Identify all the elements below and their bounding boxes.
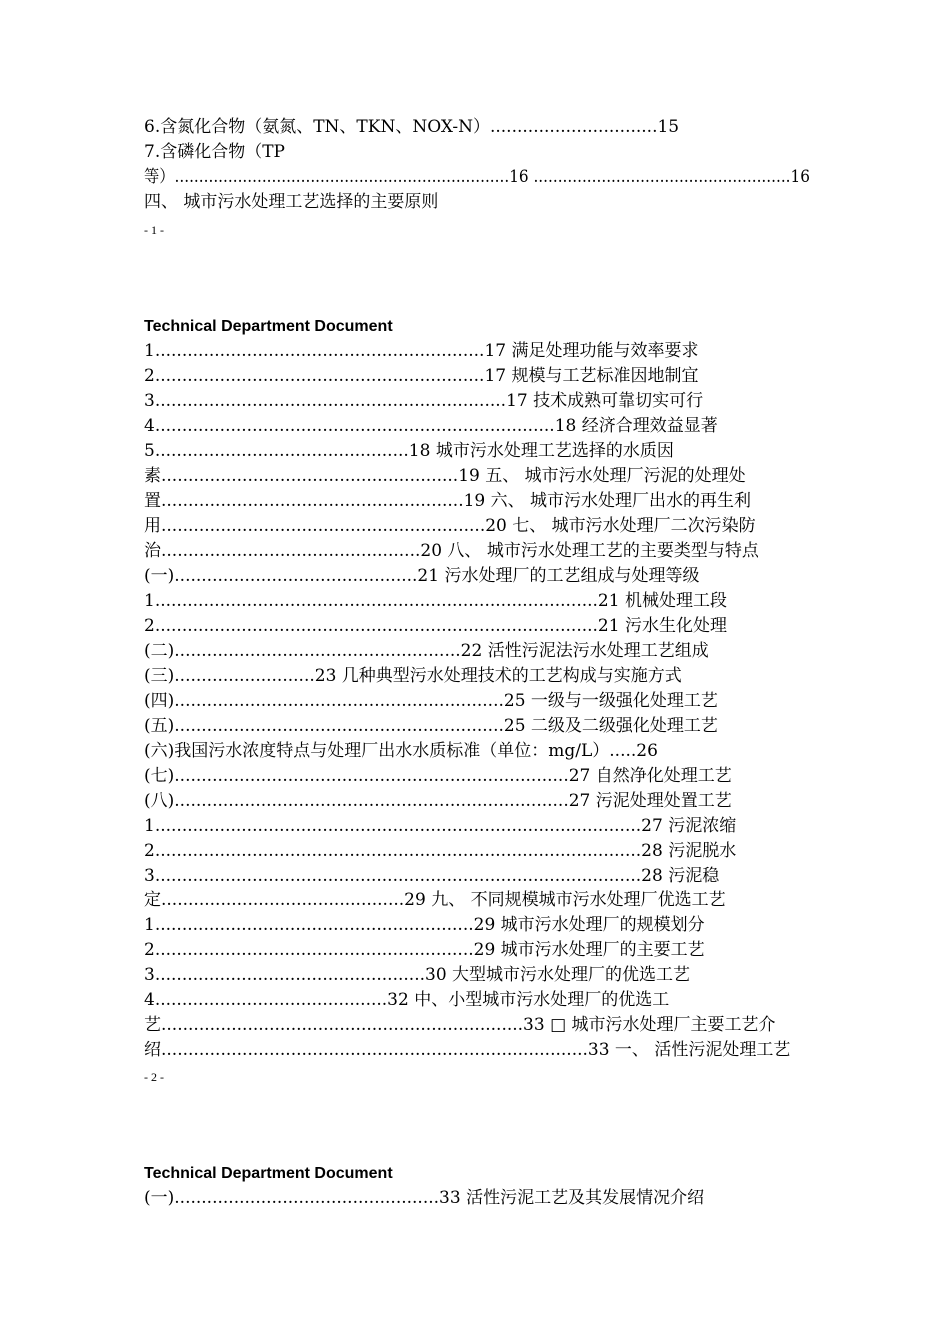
toc-section-heading: 四、 城市污水处理工艺选择的主要原则 <box>144 192 439 212</box>
toc-line: 2...........................................................29 城市污水处理厂的主要工艺 <box>144 940 705 960</box>
toc-line: 治................................................20 八、 城市污水处理工艺的主要类型与特点 <box>144 541 759 561</box>
toc-line: 用............................................................20 七、 城市污水处理厂二次污染防 <box>144 516 756 536</box>
toc-line: 6.含氮化合物（氨氮、TN、TKN、NOX-N）...............................15 <box>144 117 680 137</box>
toc-line: 4...........................................32 中、小型城市污水处理厂的优选工 <box>144 990 670 1010</box>
document-header: Technical Department Document <box>144 318 393 335</box>
toc-line: 5...............................................18 城市污水处理工艺选择的水质因 <box>144 441 674 461</box>
toc-line: 1.............................................................17 满足处理功能与效率要求 <box>144 341 699 361</box>
toc-line: (一).............................................21 污水处理厂的工艺组成与处理等级 <box>144 566 700 586</box>
toc-line: 1..........................................................................................27 污泥浓缩 <box>144 816 737 836</box>
toc-line: (五).............................................................25 二级及二级强化处理工艺 <box>144 716 718 736</box>
toc-line: (六)我国污水浓度特点与处理厂出水水质标准（单位：mg/L）.....26 <box>144 741 658 761</box>
toc-line: (三)..........................23 几种典型污水处理技术的工艺构成与实施方式 <box>144 666 682 686</box>
toc-line: (四).............................................................25 一级与一级强化处理工艺 <box>144 691 718 711</box>
toc-line: (七).........................................................................27 自然净化处理工艺 <box>144 766 732 786</box>
toc-line: 定.............................................29 九、 不同规模城市污水处理厂优选工艺 <box>144 890 726 910</box>
page-number: - 2 - <box>144 1070 164 1084</box>
toc-line: (一).................................................33 活性污泥工艺及其发展情况介绍 <box>144 1188 705 1208</box>
toc-line: 4..........................................................................18 经济合理效益显著 <box>144 416 718 436</box>
toc-line: 1...........................................................29 城市污水处理厂的规模划分 <box>144 915 705 935</box>
toc-line: 艺...................................................................33 □ 城市污水处理厂主要工艺介 <box>144 1015 776 1035</box>
toc-line: 绍...............................................................................33 一、 活性污泥处理工艺 <box>144 1040 791 1060</box>
toc-line: (二).....................................................22 活性污泥法污水处理工艺组成 <box>144 641 709 661</box>
toc-line: (八).........................................................................27 污泥处理处置工艺 <box>144 791 732 811</box>
toc-line: 1..................................................................................21 机械处理工段 <box>144 591 727 611</box>
toc-line: 7.含磷化合物（TP <box>144 142 285 162</box>
toc-line: 素.......................................................19 五、 城市污水处理厂污泥的处理处 <box>144 466 746 486</box>
toc-line: 等）.....................................................................16 .....................................................16 <box>144 167 810 187</box>
toc-line: 置........................................................19 六、 城市污水处理厂出水的再生利 <box>144 491 752 511</box>
toc-line: 2..........................................................................................28 污泥脱水 <box>144 841 737 861</box>
toc-line: 3.................................................................17 技术成熟可靠切实可行 <box>144 391 704 411</box>
toc-line: 3..........................................................................................28 污泥稳 <box>144 866 720 886</box>
document-header: Technical Department Document <box>144 1165 393 1182</box>
toc-line: 2..................................................................................21 污水生化处理 <box>144 616 727 636</box>
toc-line: 3..................................................30 大型城市污水处理厂的优选工艺 <box>144 965 691 985</box>
page-number: - 1 - <box>144 223 164 237</box>
toc-line: 2.............................................................17 规模与工艺标准因地制宜 <box>144 366 699 386</box>
